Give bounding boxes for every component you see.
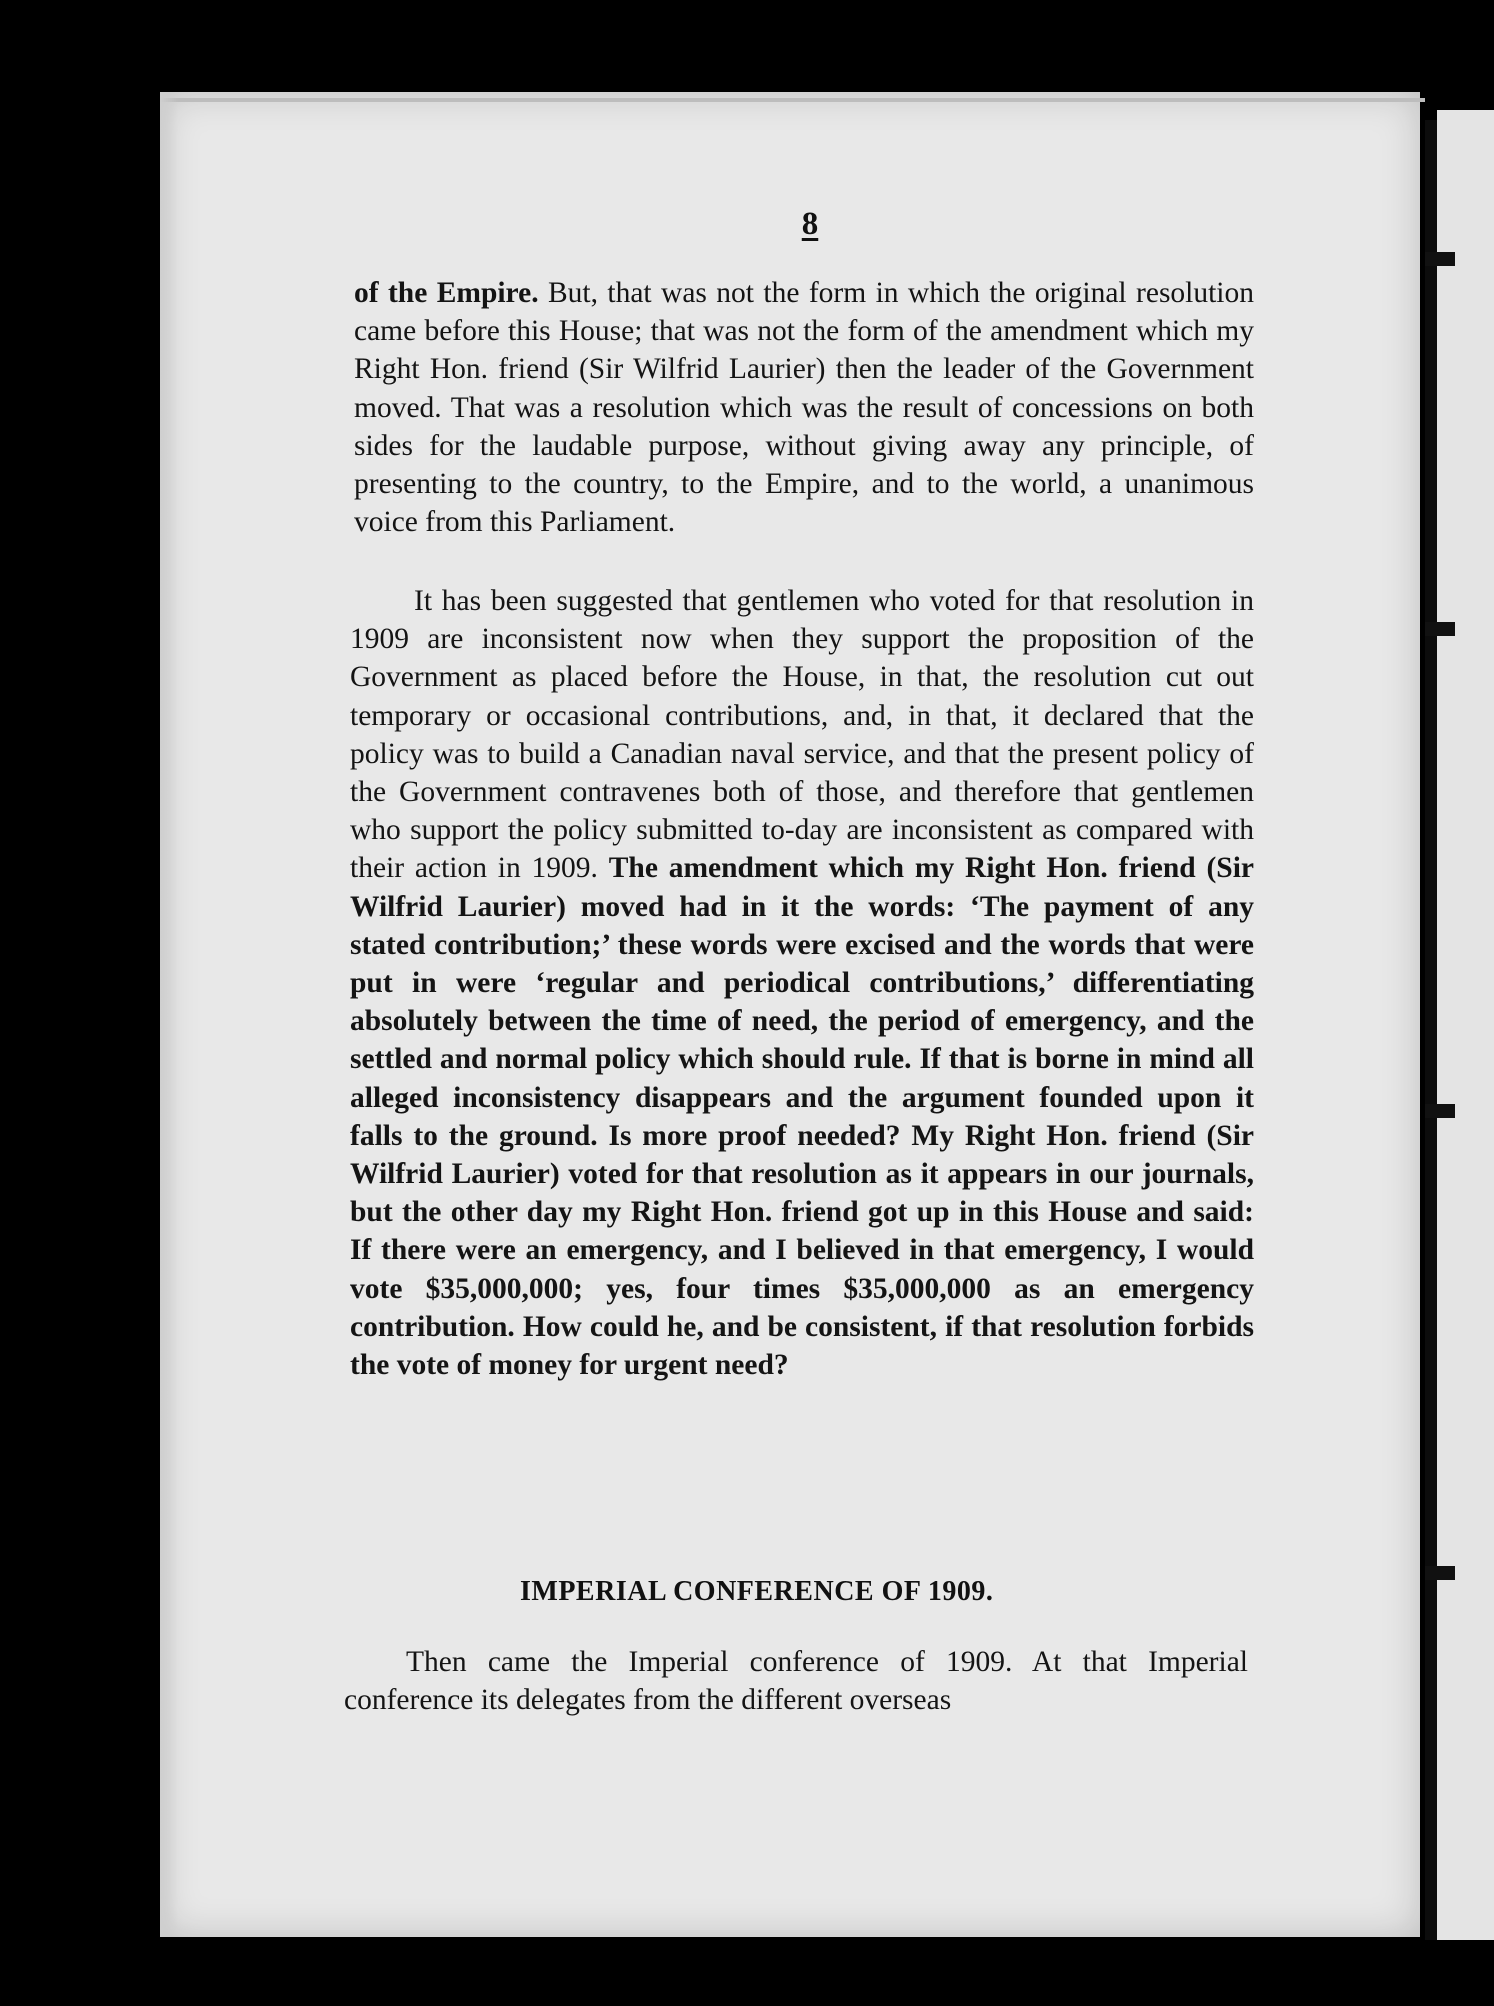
page-top-edge — [160, 98, 1425, 102]
paragraph-1-body: But, that was not the form in which the original resolution came before this House; that was not the form of the amendment which my Right Hon. friend (Sir Wilfrid Laurier) then the leader of the Government moved. That was a resolution which was the result of concessions on both sides for the laudable purpose, without giving away any principle, of presenting to the country, to the Empire, and to the world, a unanimous voice from this Parliament. — [354, 277, 1255, 539]
binding-tab — [1425, 252, 1455, 266]
binding-tab — [1425, 622, 1455, 636]
page-number: 8 — [801, 206, 819, 242]
paragraph-2-bold: The amendment which my Right Hon. friend (Sir Wilfrid Laurier) moved had in it the words: ‘The payment of any stated contribution;’ these words were excised and the words that were put in were ‘regular and periodical contributions,’ differentiating absolutely between the time of need, the period of emergency, and the settled and normal policy which should rule. If that is borne in mind all alleged inconsistency disappears and the argument founded upon it falls to the ground. Is more proof needed? My Right Hon. friend (Sir Wilfrid Laurier) voted for that resolution as it appears in our journals, but the other day my Right Hon. friend got up in this House and said: If there were an emergency, and I believed in that emergency, I would vote $35,000,000; yes, four times $35,000,000 as an emergency contribution. How could he, and be consistent, if that resolution forbids the vote of money for urgent need? — [350, 852, 1254, 1382]
section-heading: IMPERIAL CONFERENCE OF 1909. — [520, 1576, 994, 1607]
page-left-shadow — [160, 92, 178, 1937]
next-page-edge — [1437, 110, 1494, 1940]
paragraph-1-lead: of the Empire. — [354, 277, 539, 309]
paragraph-3: Then came the Imperial conference of 1909. At that Imperial conference its delegates from the different overseas — [344, 1646, 1248, 1717]
paragraph-2 — [350, 582, 1254, 1384]
binding-tab — [1425, 1104, 1455, 1118]
binding-tab — [1425, 1566, 1455, 1580]
paragraph-1 — [354, 274, 1254, 541]
paragraph-2-plain: It has been suggested that gentlemen who voted for that resolution in 1909 are inconsistent now when they support the proposition of the Government as placed before the House, in that, the resolution cut out temporary or occasional contributions, and, in that, it declared that the policy was to build a Canadian naval service, and that the present policy of the Government contravenes both of those, and therefore that gentlemen who support the policy submitted to-day are inconsistent as compared with their action in 1909. — [350, 585, 1254, 885]
